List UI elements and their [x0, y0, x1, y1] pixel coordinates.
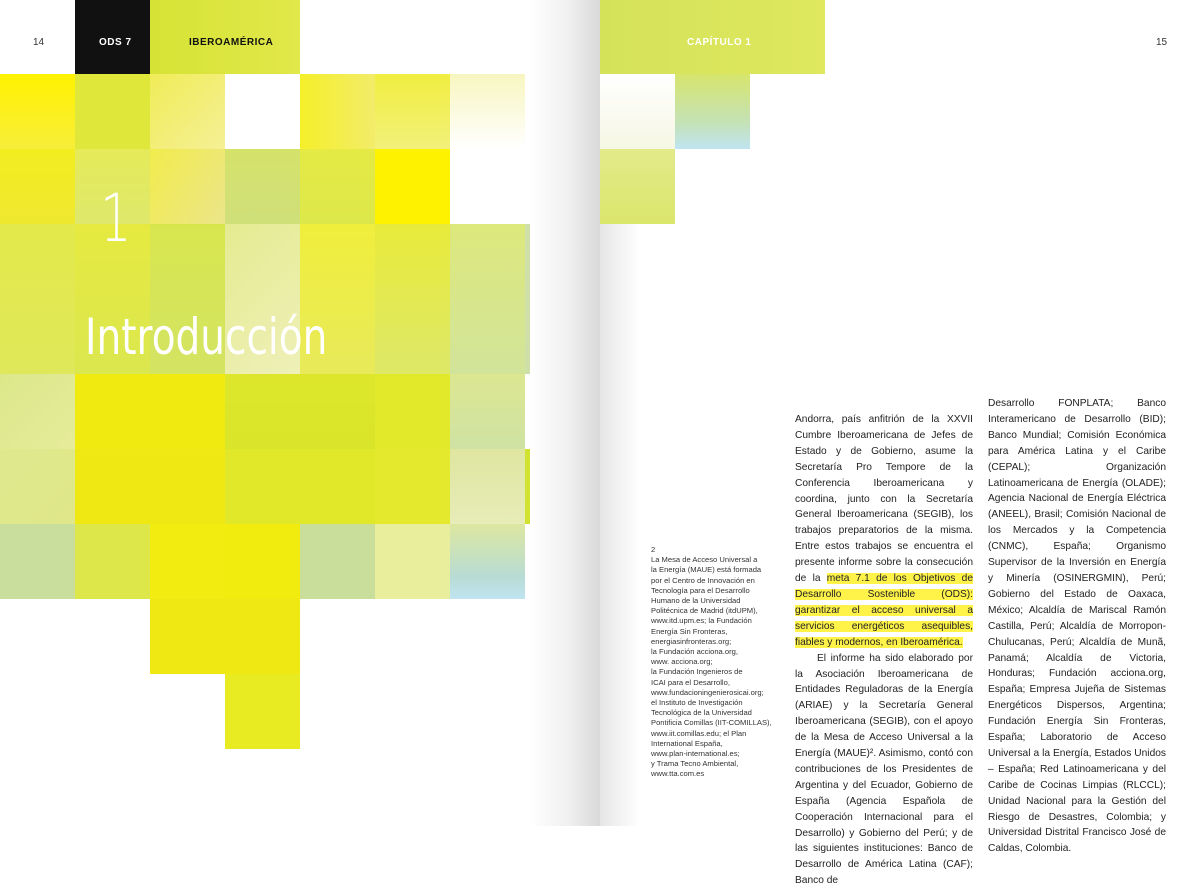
mosaic-tile — [0, 74, 75, 149]
mosaic-tile — [225, 374, 375, 449]
mosaic-tile — [300, 74, 375, 149]
footnote-line: ICAI para el Desarrollo, — [651, 677, 730, 687]
footnote-line: Tecnología para el Desarrollo — [651, 585, 750, 595]
footnote-line: Tecnológica de la Universidad — [651, 708, 752, 718]
body-column-2 — [988, 396, 1166, 857]
page-number-right: 15 — [1156, 37, 1168, 48]
mosaic-tile — [375, 74, 450, 149]
page-number-left: 14 — [33, 37, 45, 48]
mosaic-tile — [75, 74, 150, 149]
footnote-line: Politécnica de Madrid (itdUPM), — [651, 606, 758, 616]
mosaic-tile — [375, 374, 450, 449]
mosaic-tile — [150, 74, 225, 149]
body-column-1 — [795, 412, 973, 889]
mosaic-tile — [75, 524, 150, 599]
mosaic-tile — [75, 449, 225, 524]
footnote-line: www. acciona.org; — [651, 657, 713, 667]
paragraph-2: El informe ha sido elaborado por la Asociación Iberoamericana de Entidades Reguladoras de la Energía (ARIAE) y la Secretaría General Iberoamericana (SEGIB), con el apoyo de la Mesa de Acceso Universal a la Energía (MAUE)². Asimismo, contó con contribuciones de los Presidentes de Argentina y del Ecuador, Gobierno de España (Agencia Española de Cooperación Internacional para el Desarrollo) y Gobierno del Perú; y de las siguientes instituciones: Banco de Desarrollo de América Latina (CAF); Banco de — [795, 652, 973, 887]
footnote-line: la Fundación Ingenieros de — [651, 667, 743, 677]
footnote-line: Pontificia Comillas (IIT-COMILLAS), — [651, 718, 772, 728]
footnote — [651, 545, 776, 780]
footnote-line: www.tta.com.es — [651, 769, 705, 779]
gutter-shadow-left — [530, 0, 600, 826]
section-label: IBEROAMÉRICA — [189, 37, 274, 48]
chapter-label: CAPÍTULO 1 — [687, 37, 752, 48]
paragraph-1 — [795, 412, 973, 651]
mosaic-tile — [450, 374, 525, 449]
mosaic-tile — [600, 149, 675, 224]
footnote-line: Humano de la Universidad — [651, 596, 741, 606]
footnote-line: y Trama Tecno Ambiental, — [651, 759, 739, 769]
mosaic-tile — [375, 524, 450, 599]
mosaic-tile — [300, 524, 375, 599]
mosaic-tile — [375, 449, 450, 524]
chapter-number: 1 — [100, 180, 132, 257]
footnote-text — [651, 555, 776, 779]
footnote-line: www.plan-international.es; — [651, 749, 740, 759]
mosaic-tile — [0, 149, 75, 224]
footnote-line: www.iit.comillas.edu; el Plan — [651, 728, 747, 738]
highlighted-goal-text: meta 7.1 de los Objetivos de Desarrollo Sostenible (ODS): garantizar el acceso universal a servicios energéticos asequibles, fiables y modernos, en Iberoamérica. — [795, 573, 973, 648]
mosaic-tile — [0, 224, 75, 374]
mosaic-tile — [450, 524, 525, 599]
footnote-marker: 2 — [651, 545, 656, 554]
mosaic-tile — [225, 449, 375, 524]
footnote-line: la Fundación acciona.org, — [651, 647, 738, 657]
mosaic-tile — [450, 74, 525, 149]
mosaic-tile — [150, 149, 225, 224]
footnote-line: Energía Sin Fronteras, — [651, 626, 728, 636]
mosaic-tile — [375, 149, 450, 224]
mosaic-tile — [675, 74, 750, 149]
mosaic-tile — [150, 524, 225, 599]
mosaic-tile — [600, 74, 675, 149]
mosaic-tile — [225, 149, 300, 224]
mosaic-tile — [300, 149, 375, 224]
footnote-line: International España, — [651, 738, 723, 748]
mosaic-tile — [0, 449, 75, 524]
paragraph-3: Desarrollo FONPLATA; Banco Interamericano de Desarrollo (BID); Banco Mundial; Comisión Económica para América Latina y el Caribe (CEPAL); Organización Latinoamericana de Energía (OLADE); Agencia Nacional de Energía Eléctrica (ANEEL), Brasil; Comisión Nacional de los Mercados y la Competencia (CNMC), España; Organismo Supervisor de la Inversión en Energía y Minería (OSINERGMIN), Perú; Gobierno del Estado de Oaxaca, México; Alcaldía de Mariscal Ramón Castilla, Perú; Alcaldía de Morropon-Chulucanas, Perú; Alcaldía de Munã, Panamá; Alcaldía de Victoria, Honduras; Fundación acciona.org, España; Empresa Jujeña de Sistemas Energéticos Dispersos, Argentina; Fundación Energía Sin Fronteras, España; Laboratorio de Acceso Universal a la Energía, Estados Unidos – España; Red Latinoamericana y del Caribe de Cocinas Limpias (RLCCL); Unidad Nacional para la Gestión del Riesgo de Desastres, Colombia; y Universidad Distrital Francisco José de Caldas, Colombia. — [988, 398, 1166, 855]
footnote-line: la Energía (MAUE) está formada — [651, 565, 762, 575]
footnote-line: por el Centro de Innovación en — [651, 575, 755, 585]
footnote-line: energiasinfronteras.org; — [651, 636, 732, 646]
paragraph-1-text: Andorra, país anfitrión de la XXVII Cumbre Iberoamericana de Jefes de Estado y de Gobierno, asume la Secretaría Pro Tempore de la Conferencia Iberoamericana y coordina, junto con la Secretaría General Iberoamericana (SEGIB), los trabajos preparatorios de la misma. Entre estos trabajos se encuentra el presente informe sobre la consecución de la — [795, 414, 973, 585]
mosaic-tile — [225, 674, 300, 749]
mosaic-tile — [150, 599, 300, 674]
mosaic-tile — [375, 224, 450, 374]
mosaic-tile — [225, 524, 300, 599]
footnote-line: www.itd.upm.es; la Fundación — [651, 616, 752, 626]
mosaic-tile — [0, 524, 75, 599]
mosaic-tile — [0, 374, 75, 449]
ods-label: ODS 7 — [99, 37, 132, 48]
footnote-line: www.fundacioningenierosicai.org; — [651, 687, 764, 697]
chapter-title: Introducción — [85, 308, 328, 366]
footnote-line: La Mesa de Acceso Universal a — [651, 555, 758, 565]
footnote-line: el Instituto de Investigación — [651, 698, 743, 708]
mosaic-tile — [450, 449, 525, 524]
mosaic-tile — [450, 224, 525, 374]
mosaic-tile — [75, 374, 225, 449]
